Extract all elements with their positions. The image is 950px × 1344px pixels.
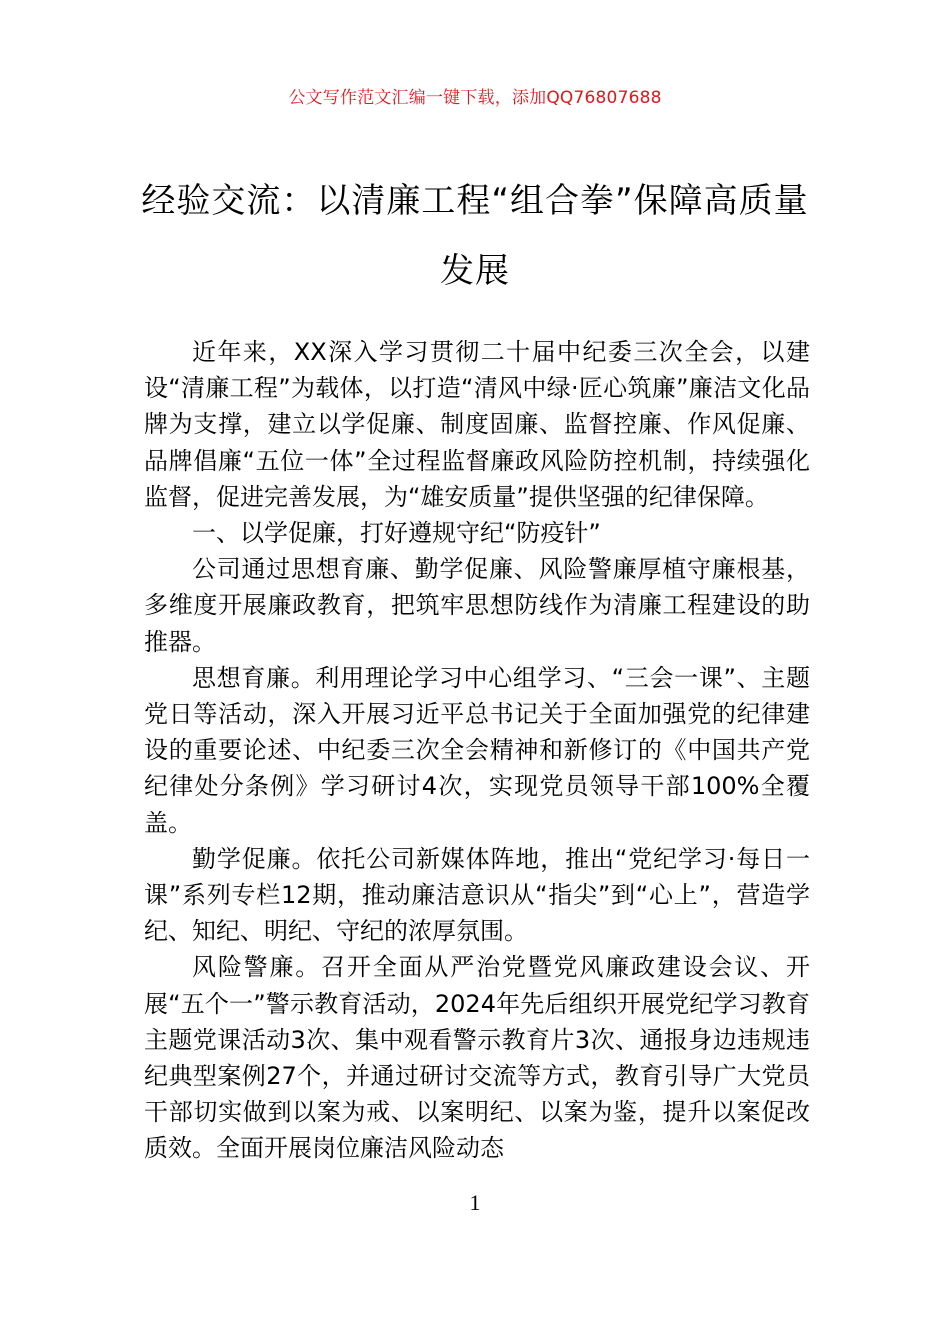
paragraph-risk-warning: 风险警廉。召开全面从严治党暨党风廉政建设会议、开展“五个一”警示教育活动，2024年先后组织开展党纪学习教育主题党课活动3次、集中观看警示教育片3次、通报身边违规违纪典型案例27个，并通过研讨交流等方式，教育引导广大党员干部切实做到以案为戒、以案明纪、以案为鉴，提升以案促改质效。全面开展岗位廉洁风险动态 — [144, 953, 810, 1163]
document-body — [144, 334, 810, 1167]
paragraph-thought-education: 思想育廉。利用理论学习中心组学习、“三会一课”、主题党日等活动，深入开展习近平总书记关于全面加强党的纪律建设的重要论述、中纪委三次全会精神和新修订的《中国共产党纪律处分条例》学习研讨4次，实现党员领导干部100%全覆盖。 — [144, 663, 810, 837]
promo-banner: 公文写作范文汇编一键下载，添加QQ76807688 — [288, 88, 662, 108]
paragraph-intro: 近年来，XX深入学习贯彻二十届中纪委三次全会，以建设“清廉工程”为载体，以打造“清风中绿·匠心筑廉”廉洁文化品牌为支撑，建立以学促廉、制度固廉、监督控廉、作风促廉、品牌倡廉“五位一体”全过程监督廉政风险防控机制，持续强化监督，促进完善发展，为“雄安质量”提供坚强的纪律保障。 — [144, 338, 810, 511]
section-heading-1: 一、以学促廉，打好遵规守纪“防疫针” — [192, 519, 601, 548]
page-number: 1 — [469, 1190, 481, 1215]
document-title: 经验交流：以清廉工程“组合拳”保障高质量发展 — [141, 181, 809, 291]
paragraph-diligent-study: 勤学促廉。依托公司新媒体阵地，推出“党纪学习·每日一课”系列专栏12期，推动廉洁意识从“指尖”到“心上”，营造学纪、知纪、明纪、守纪的浓厚氛围。 — [144, 844, 810, 946]
paragraph-section-1-summary: 公司通过思想育廉、勤学促廉、风险警廉厚植守廉根基，多维度开展廉政教育，把筑牢思想防线作为清廉工程建设的助推器。 — [144, 555, 810, 656]
